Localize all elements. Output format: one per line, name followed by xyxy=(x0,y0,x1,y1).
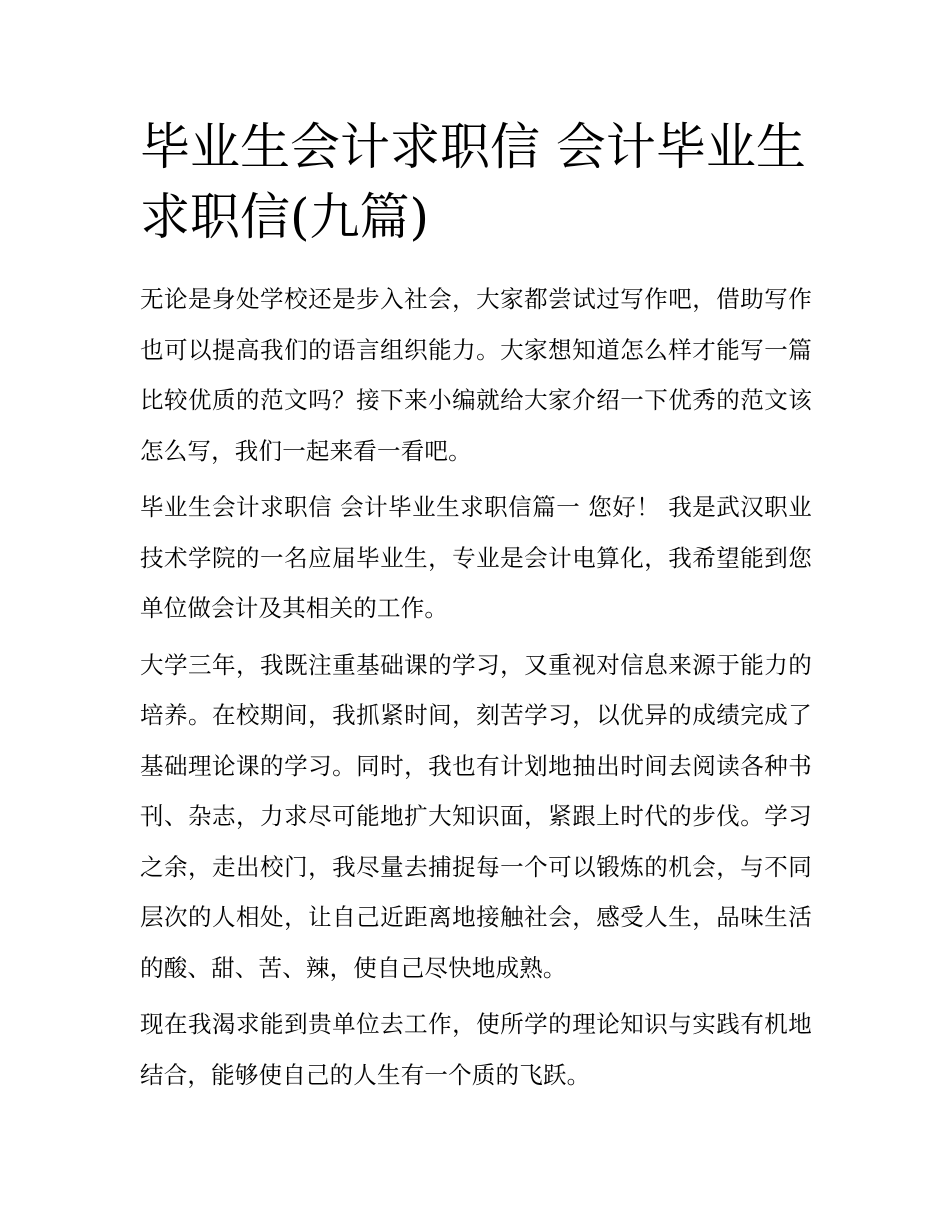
paragraph-greeting: 毕业生会计求职信 会计毕业生求职信篇一 您好！ 我是武汉职业技术学院的一名应届毕业生，专业是会计电算化，我希望能到您单位做会计及其相关的工作。 xyxy=(140,493,812,622)
document-title: 毕业生会计求职信 会计毕业生求职信(九篇) xyxy=(140,118,806,246)
paragraph-aspiration: 现在我渴求能到贵单位去工作，使所学的理论知识与实践有机地结合，能够使自己的人生有一个质的飞跃。 xyxy=(140,1010,812,1089)
paragraph-university: 大学三年，我既注重基础课的学习，又重视对信息来源于能力的培养。在校期间，我抓紧时间，刻苦学习，以优异的成绩完成了基础理论课的学习。同时，我也有计划地抽出时间去阅读各种书刊、杂志，力求尽可能地扩大知识面，紧跟上时代的步伐。学习之余，走出校门，我尽量去捕捉每一个可以锻炼的机会，与不同层次的人相处，让自己近距离地接触社会，感受人生，品味生活的酸、甜、苦、辣，使自己尽快地成熟。 xyxy=(140,650,812,982)
paragraph-intro: 无论是身处学校还是步入社会，大家都尝试过写作吧，借助写作也可以提高我们的语言组织能力。大家想知道怎么样才能写一篇比较优质的范文吗？接下来小编就给大家介绍一下优秀的范文该怎么写，我们一起来看一看吧。 xyxy=(140,285,812,465)
document-body xyxy=(140,112,812,1106)
